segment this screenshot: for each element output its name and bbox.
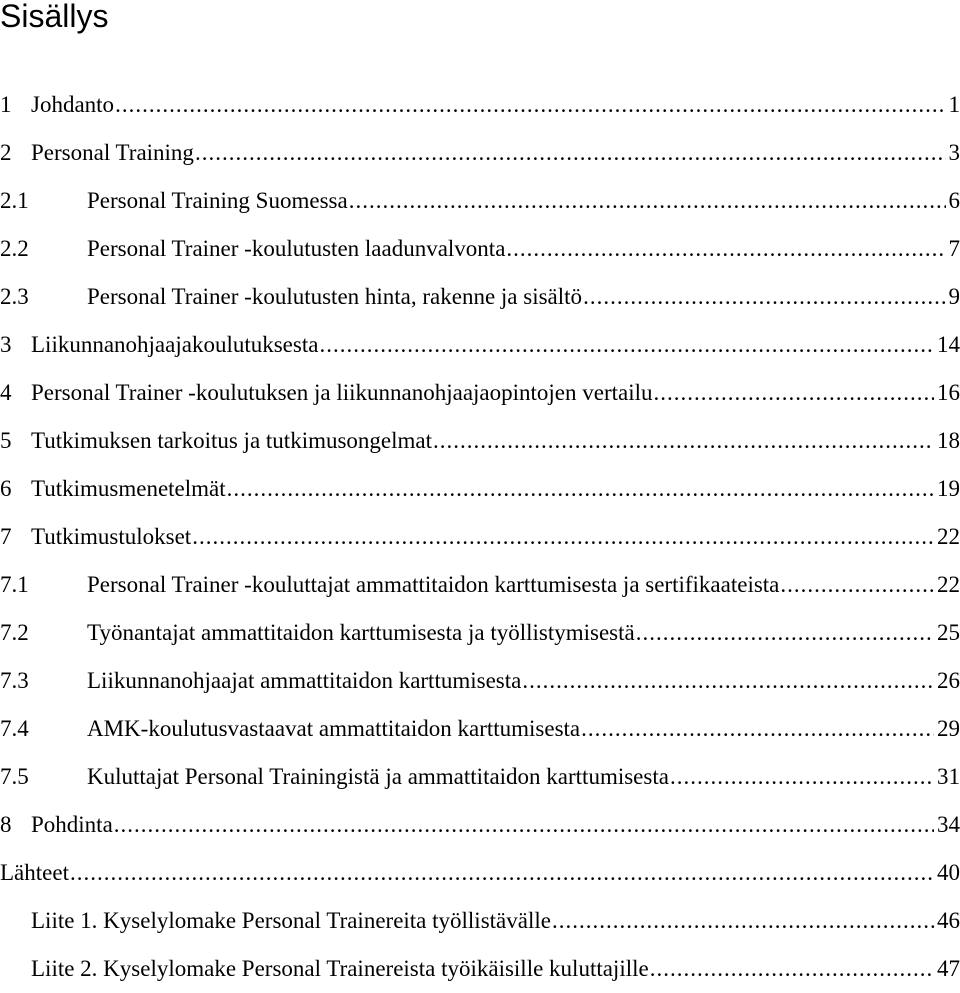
toc-dot-leader	[115, 81, 945, 129]
toc-entry-page: 18	[937, 417, 960, 465]
toc-dot-leader	[670, 753, 934, 801]
toc-entry-title: Tutkimusmenetelmät	[31, 465, 226, 513]
toc-entry-page: 7	[949, 225, 960, 273]
toc-entry-number: 8	[0, 801, 31, 849]
toc-entry[interactable]	[0, 657, 960, 705]
toc-dot-leader	[195, 129, 946, 177]
toc-dot-leader	[581, 705, 934, 753]
toc-dot-leader	[654, 369, 934, 417]
toc-entry-title: Tutkimustulokset	[31, 513, 191, 561]
toc-entry-title: AMK-koulutusvastaavat ammattitaidon karttumisesta	[87, 705, 580, 753]
toc-entry-number: 7.4	[0, 705, 87, 753]
toc-entry[interactable]	[0, 273, 960, 321]
toc-entry-page: 6	[949, 177, 960, 225]
toc-entry-title: Pohdinta	[31, 801, 113, 849]
toc-entry-page: 22	[937, 513, 960, 561]
toc-dot-leader	[650, 945, 934, 993]
toc-dot-leader	[192, 513, 934, 561]
toc-entry-number: 5	[0, 417, 31, 465]
toc-entry-page: 14	[937, 321, 960, 369]
toc-entry-number: 7.3	[0, 657, 87, 705]
toc-dot-leader	[319, 321, 934, 369]
toc-entry-page: 1	[949, 81, 960, 129]
toc-entry-title: Liikunnanohjaajat ammattitaidon karttumisesta	[87, 657, 521, 705]
page-title: Sisällys	[0, 0, 108, 38]
toc-entry[interactable]	[0, 561, 960, 609]
toc-entry-number: 2.2	[0, 225, 87, 273]
toc-entry[interactable]	[0, 753, 960, 801]
toc-dot-leader	[780, 561, 934, 609]
toc-entry[interactable]	[0, 81, 960, 129]
toc-entry-title: Personal Training	[31, 129, 194, 177]
toc-entry-number: 7.1	[0, 561, 87, 609]
toc-entry[interactable]	[0, 609, 960, 657]
toc-entry-page: 29	[937, 705, 960, 753]
toc-entry-page: 9	[949, 273, 960, 321]
toc-entry-title: Liite 2. Kyselylomake Personal Trainereista työikäisille kuluttajille	[31, 945, 649, 993]
toc-entry-page: 40	[937, 849, 960, 897]
toc-entry[interactable]	[0, 513, 960, 561]
toc-entry[interactable]	[0, 945, 960, 993]
toc-dot-leader	[522, 657, 934, 705]
toc-entry-page: 3	[949, 129, 960, 177]
toc-entry[interactable]	[0, 897, 960, 945]
toc-dot-leader	[349, 177, 946, 225]
toc-entry-title: Personal Trainer -koulutuksen ja liikunnanohjaajaopintojen vertailu	[31, 369, 653, 417]
toc-entry-title: Personal Trainer -kouluttajat ammattitaidon karttumisesta ja sertifikaateista	[87, 561, 779, 609]
table-of-contents	[0, 81, 960, 993]
toc-entry-number: 1	[0, 81, 31, 129]
toc-entry-title: Tutkimuksen tarkoitus ja tutkimusongelmat	[31, 417, 432, 465]
toc-dot-leader	[506, 225, 945, 273]
toc-entry-title: Personal Trainer -koulutusten laadunvalvonta	[87, 225, 505, 273]
toc-entry-page: 25	[937, 609, 960, 657]
toc-entry-number: 2.3	[0, 273, 87, 321]
toc-entry-page: 34	[937, 801, 960, 849]
toc-entry-title: Liite 1. Kyselylomake Personal Trainereita työllistävälle	[31, 897, 551, 945]
toc-dot-leader	[433, 417, 934, 465]
toc-entry-number: 6	[0, 465, 31, 513]
toc-entry-page: 16	[937, 369, 960, 417]
toc-entry-title: Kuluttajat Personal Trainingistä ja ammattitaidon karttumisesta	[87, 753, 669, 801]
toc-entry-page: 47	[937, 945, 960, 993]
toc-entry[interactable]	[0, 705, 960, 753]
toc-dot-leader	[636, 609, 934, 657]
toc-entry-title: Liikunnanohjaajakoulutuksesta	[31, 321, 318, 369]
toc-entry-page: 26	[937, 657, 960, 705]
toc-entry[interactable]	[0, 177, 960, 225]
toc-dot-leader	[583, 273, 945, 321]
toc-dot-leader	[114, 801, 934, 849]
toc-entry-number: 7.2	[0, 609, 87, 657]
toc-entry[interactable]	[0, 465, 960, 513]
toc-entry-page: 31	[937, 753, 960, 801]
toc-entry[interactable]	[0, 801, 960, 849]
toc-entry[interactable]	[0, 225, 960, 273]
toc-entry-number: 2.1	[0, 177, 87, 225]
toc-entry-title: Personal Trainer -koulutusten hinta, rakenne ja sisältö	[87, 273, 582, 321]
toc-dot-leader	[227, 465, 934, 513]
toc-entry-number: 2	[0, 129, 31, 177]
toc-entry-number: 3	[0, 321, 31, 369]
toc-entry[interactable]	[0, 417, 960, 465]
toc-dot-leader	[552, 897, 934, 945]
toc-entry-page: 19	[937, 465, 960, 513]
toc-entry[interactable]	[0, 849, 960, 897]
toc-entry-title: Lähteet	[0, 849, 69, 897]
toc-dot-leader	[70, 849, 934, 897]
toc-entry-title: Johdanto	[31, 81, 114, 129]
toc-entry-number: 4	[0, 369, 31, 417]
toc-entry[interactable]	[0, 321, 960, 369]
toc-entry-page: 46	[937, 897, 960, 945]
toc-entry[interactable]	[0, 129, 960, 177]
toc-entry[interactable]	[0, 369, 960, 417]
toc-entry-title: Työnantajat ammattitaidon karttumisesta ja työllistymisestä	[87, 609, 635, 657]
toc-entry-number: 7.5	[0, 753, 87, 801]
toc-entry-title: Personal Training Suomessa	[87, 177, 348, 225]
toc-entry-number: 7	[0, 513, 31, 561]
toc-entry-page: 22	[937, 561, 960, 609]
